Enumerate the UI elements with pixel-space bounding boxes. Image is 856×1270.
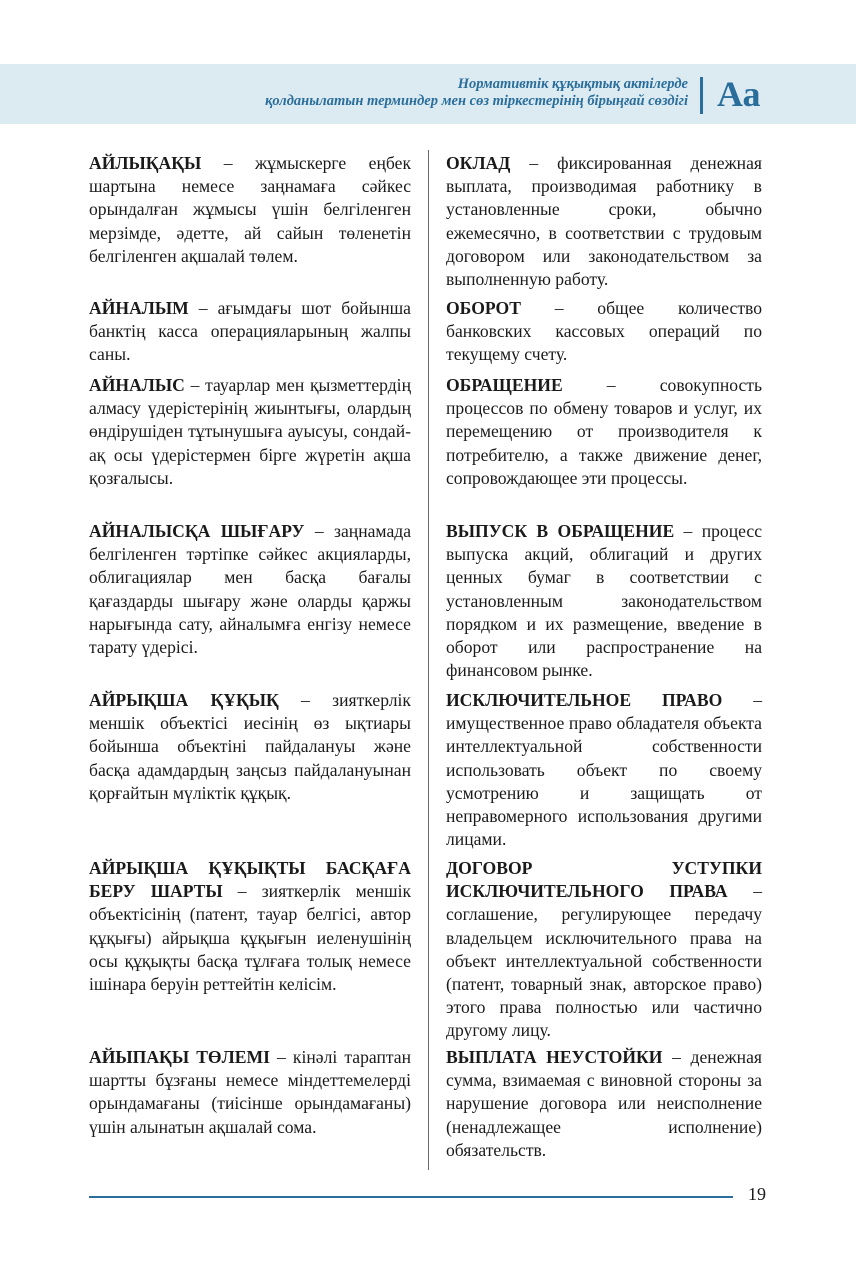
header-title-line1: Нормативтік құқықтық актілерде: [457, 76, 688, 92]
kk-definition: – жұмыскерге еңбек шартына немесе заңнамаға сәйкес орындалған жұмысы үшін белгіленген мерзімде, әдетте, ай сайын төленетін белгіленген ақшалай төлем.: [89, 153, 411, 266]
ru-definition: – имущественное право обладателя объекта интеллектуальной собственности использовать объект по своему усмотрению и защищать от неправомерного использования другими лицами.: [446, 690, 762, 850]
kk-term: АЙНАЛЫС: [89, 375, 185, 395]
ru-term: ОБРАЩЕНИЕ: [446, 375, 563, 395]
ru-entry: [446, 857, 762, 1043]
kk-definition: – ағымдағы шот бойынша банктің касса операцияларының жалпы саны.: [89, 298, 411, 365]
kk-entry: [89, 857, 411, 996]
ru-definition: – общее количество банковских кассовых операций по текущему счету.: [446, 298, 762, 365]
ru-entry: [446, 152, 762, 291]
ru-term: ОБОРОТ: [446, 298, 521, 318]
kk-entry: [89, 1046, 411, 1139]
kk-term: АЙНАЛЫМ: [89, 298, 189, 318]
kk-term: АЙЛЫҚАҚЫ: [89, 153, 202, 173]
header-title: [265, 76, 688, 110]
ru-entry: [446, 689, 762, 851]
kk-definition: – тауарлар мен қызметтердің алмасу үдерістерінің жиынтығы, олардың өндірушіден тұтынушыға ауысуы, сондай-ақ осы үдерістермен бірге жүретін ақша қозғалысы.: [89, 375, 411, 488]
header-title-line2: қолданылатын терминдер мен сөз тіркестерінің бірыңғай сөздігі: [265, 93, 688, 109]
ru-definition: – фиксированная денежная выплата, производимая работнику в установленные сроки, обычно ежемесячно, в соответствии с трудовым договором или законодательством за выполненную работу.: [446, 153, 762, 290]
ru-term: ВЫПУСК В ОБРАЩЕНИЕ: [446, 521, 675, 541]
section-letter: Аа: [717, 74, 761, 114]
ru-term: ВЫПЛАТА НЕУСТОЙКИ: [446, 1047, 663, 1067]
kk-entry: [89, 297, 411, 367]
ru-entry: [446, 374, 762, 490]
kk-entry: [89, 152, 411, 268]
ru-definition: – совокупность процессов по обмену товаров и услуг, их перемещению от производителя к потребителю, а также движение денег, сопровождающее эти процессы.: [446, 375, 762, 488]
ru-definition: – денежная сумма, взимаемая с виновной стороны за нарушение договора или неисполнение (ненадлежащее исполнение) обязательств.: [446, 1047, 762, 1160]
kk-definition: – зияткерлік меншік объектісінің (патент, тауар белгісі, автор құқығы) айрықша құқығын иеленушінің осы құқықты басқа тұлғаға толық немесе ішінара беруін реттейтін келісім.: [89, 881, 412, 995]
footer-rule: [89, 1196, 733, 1198]
kk-entry: [89, 374, 411, 490]
column-divider: [428, 150, 429, 1170]
kk-entry: [89, 689, 411, 805]
kk-definition: – заңнамада белгіленген тәртіпке сәйкес акцияларды, облигациялар мен басқа бағалы қағаздарды шығару және оларды қаржы нарығында сату, айналымға енгізу немесе тарату үдерісі.: [89, 521, 412, 658]
kk-term: АЙРЫҚША ҚҰҚЫҚ: [89, 690, 279, 710]
page-number: 19: [748, 1184, 766, 1204]
kk-term: АЙЫПАҚЫ ТӨЛЕМІ: [89, 1047, 270, 1067]
ru-term: ДОГОВОР УСТУПКИ ИСКЛЮЧИТЕЛЬНОГО ПРАВА: [446, 858, 762, 902]
kk-term: АЙНАЛЫСҚА ШЫҒАРУ: [89, 521, 305, 541]
ru-entry: [446, 520, 762, 682]
ru-term: ОКЛАД: [446, 153, 511, 173]
kk-definition: – кінәлі тараптан шартты бұзғаны немесе міндеттемелерді орындамағаны (тиісінше орындамағаны) үшін алынатын ақшалай сома.: [89, 1047, 411, 1137]
kk-entry: [89, 520, 411, 659]
ru-entry: [446, 1046, 762, 1162]
ru-definition: – соглашение, регулирующее передачу владельцем исключительного права на объект интеллектуальной собственности (патент, товарный знак, авторское право) этого права полностью или частично другому лицу.: [446, 881, 762, 1041]
kk-term: АЙРЫҚША ҚҰҚЫҚТЫ БАСҚАҒА БЕРУ ШАРТЫ: [89, 858, 411, 902]
ru-term: ИСКЛЮЧИТЕЛЬНОЕ ПРАВО: [446, 690, 723, 710]
kk-definition: – зияткерлік меншік объектісі иесінің өз ықтиары бойынша объектіні пайдалануы және басқа адамдардың заңсыз пайдалануынан қорғайтын мүліктік құқық.: [89, 690, 411, 803]
header-divider-bar: [700, 77, 703, 114]
ru-entry: [446, 297, 762, 367]
ru-definition: – процесс выпуска акций, облигаций и других ценных бумаг в соответствии с установленным законодательством порядком и их размещение, введение в оборот или распространение на финансовом рынке.: [446, 521, 763, 681]
